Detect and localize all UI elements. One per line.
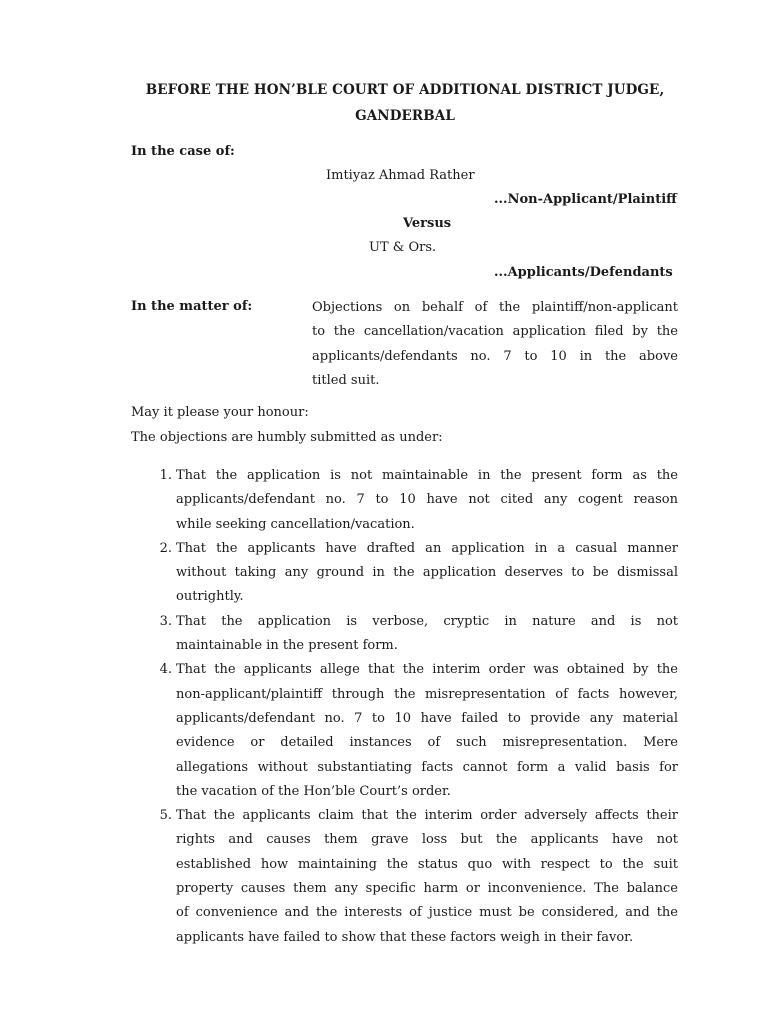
list-item-line: while seeking cancellation/vacation. (176, 516, 415, 532)
list-item (150, 537, 678, 610)
plaintiff-role: ...Non-Applicant/Plaintiff (494, 192, 677, 207)
list-item-line: maintainable in the present form. (176, 638, 398, 654)
court-title-line-2: GANDERBAL (355, 108, 455, 124)
court-title-line-1: BEFORE THE HON’BLE COURT OF ADDITIONAL DISTRICT JUDGE, (145, 82, 665, 98)
salutation: May it please your honour: (131, 405, 309, 420)
list-item-text (176, 610, 678, 659)
list-item-line: without taking any ground in the application deserves to be dismissal (176, 565, 678, 581)
plaintiff-name: Imtiyaz Ahmad Rather (326, 168, 475, 183)
list-item-text (176, 804, 678, 950)
list-item-line: non-applicant/plaintiff through the misrepresentation of facts however, (176, 686, 678, 702)
list-item (150, 804, 678, 950)
list-item (150, 610, 678, 659)
list-item-number: 5. (159, 808, 172, 824)
list-item-number: 2. (159, 540, 172, 556)
list-item (150, 464, 678, 537)
list-item-line: the vacation of the Hon’ble Court’s order. (176, 783, 451, 799)
defendant-name: UT & Ors. (369, 240, 437, 255)
objections-intro: The objections are humbly submitted as under: (131, 430, 443, 445)
list-item-line: That the applicants have drafted an application in a casual manner (176, 540, 678, 556)
versus-label: Versus (403, 216, 452, 231)
list-item-line: of convenience and the interests of justice must be considered, and the (176, 905, 678, 921)
list-item (150, 658, 678, 804)
matter-line: titled suit. (312, 372, 380, 388)
defendant-role: ...Applicants/Defendants (494, 265, 673, 280)
matter-line: to the cancellation/vacation application filed by the (312, 324, 678, 340)
list-item-line: That the application is not maintainable in the present form as the (176, 468, 678, 483)
list-item-line: evidence or detailed instances of such misrepresentation. Mere (176, 735, 678, 751)
list-item-line: rights and causes them grave loss but the applicants have not (176, 832, 678, 848)
list-item-line: allegations without substantiating facts cannot form a valid basis for (176, 759, 678, 775)
list-item-number: 4. (159, 662, 172, 678)
list-item-line: applicants have failed to show that these factors weigh in their favor. (176, 929, 634, 945)
matter-label: In the matter of: (131, 299, 253, 314)
list-item-line: applicants/defendant no. 7 to 10 have failed to provide any material (176, 710, 678, 726)
matter-description (312, 296, 678, 393)
list-item-line: established how maintaining the status quo with respect to the suit (176, 856, 678, 872)
objections-list (150, 464, 678, 950)
matter-line: Objections on behalf of the plaintiff/non-applicant (312, 300, 678, 315)
list-item-line: outrightly. (176, 589, 244, 605)
list-item-line: property causes them any specific harm or inconvenience. The balance (176, 881, 678, 897)
list-item-text (176, 464, 678, 537)
list-item-line: That the application is verbose, cryptic in nature and is not (176, 613, 678, 629)
list-item-text (176, 658, 678, 804)
list-item-line: That the applicants claim that the interim order adversely affects their (176, 808, 678, 824)
case-label: In the case of: (131, 144, 235, 159)
list-item-number: 3. (159, 613, 172, 629)
list-item-line: That the applicants allege that the interim order was obtained by the (176, 662, 678, 678)
list-item-line: applicants/defendant no. 7 to 10 have not cited any cogent reason (176, 492, 678, 508)
list-item-number: 1. (159, 468, 172, 483)
matter-line: applicants/defendants no. 7 to 10 in the above (312, 348, 678, 364)
list-item-text (176, 537, 678, 610)
